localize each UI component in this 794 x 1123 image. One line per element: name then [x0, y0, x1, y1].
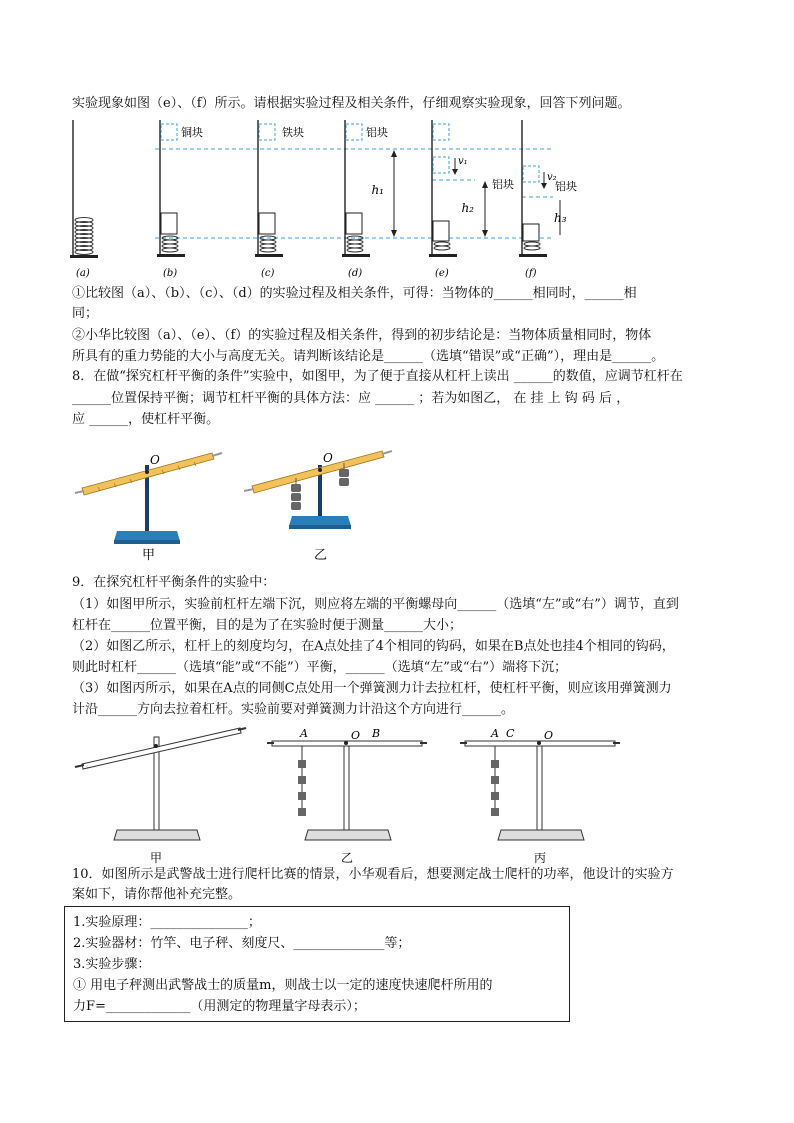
- panel-c: [255, 120, 283, 257]
- q9-bing-C: C: [506, 727, 515, 740]
- q9-caption-jia: 甲: [150, 851, 163, 865]
- q9-s2-line2: 则此时杠杆______（选填“能”或“不能”）平衡，______（选填“左”或“右”）端将下沉；: [72, 660, 568, 675]
- spring-experiment-figure: [60, 114, 577, 280]
- q10-box-step1-line2: 力F=_____________（用测定的物理量字母表示）；: [73, 999, 366, 1014]
- label-aluminum-d: 铝块: [366, 126, 388, 139]
- q9-yi-O: O: [351, 729, 361, 742]
- panel-d: [342, 120, 397, 257]
- q9-title: 9．在探究杠杆平衡条件的实验中：: [72, 575, 276, 590]
- caption-a: (a): [76, 268, 90, 279]
- label-copper: 铜块: [181, 126, 203, 139]
- lever-jia-O: O: [150, 453, 160, 467]
- q8-lever-figure: [72, 438, 402, 563]
- label-aluminum-f: 铝块: [555, 180, 577, 193]
- q10-line1: 10．如图所示是武警战士进行爬杆比赛的情景，小华观看后，想要测定战士爬杆的功率，他设计的实验方: [72, 867, 674, 882]
- q8-line2: ______位置保持平衡；调节杠杆平衡的具体方法：应 ______ ；若为如图乙， 在 挂 上 钩 码 后 ，: [72, 391, 630, 406]
- q8-line1: 8．在做“探究杠杆平衡的条件”实验中，如图甲，为了便于直接从杠杆上读出 ______的数值，应调节杠杆在: [72, 369, 683, 384]
- q9-lever-yi: [267, 727, 427, 865]
- q9-caption-bing: 丙: [534, 851, 547, 865]
- q10-box-principle: 1.实验原理：_______________；: [73, 915, 261, 930]
- label-v1: v₁: [458, 156, 468, 167]
- lever-yi-O: O: [323, 451, 333, 465]
- q8-line3: 应 ______，使杠杆平衡。: [72, 412, 220, 427]
- panel-e: [429, 120, 488, 257]
- q9-lever-figure: [72, 722, 632, 867]
- caption-f: (f): [525, 268, 537, 279]
- q7-part2-line2: 所具有的重力势能的大小与高度无关。请判断该结论是______（选填“错误”或“正确”），理由是______。: [72, 349, 665, 364]
- lever-yi: [244, 451, 392, 529]
- panel-a: [70, 120, 98, 258]
- label-aluminum-e: 铝块: [492, 178, 514, 191]
- q9-bing-O: O: [544, 729, 554, 742]
- q9-bing-A: A: [491, 727, 499, 740]
- q9-s1-line2: 杠杆在______位置平衡，目的是为了在实验时便于测量______大小；: [72, 618, 463, 633]
- q10-box-equipment: 2.实验器材：竹竿、电子秤、刻度尺、______________等；: [73, 936, 411, 951]
- caption-c: (c): [261, 268, 275, 279]
- q8-caption-jia: 甲: [142, 548, 156, 563]
- q9-caption-yi: 乙: [341, 851, 354, 865]
- q8-caption-yi: 乙: [314, 548, 328, 563]
- label-h1: h₁: [371, 183, 384, 197]
- intro-text: 实验现象如图（e）、（f）所示。请根据实验过程及相关条件，仔细观察实验现象，回答下列问题。: [72, 96, 631, 111]
- q10-line2: 案如下，请你帮他补充完整。: [72, 887, 242, 902]
- label-h2: h₂: [461, 201, 474, 215]
- q9-s1-line1: （1）如图甲所示，实验前杠杆左端下沉，则应将左端的平衡螺母向______（选填“左”或“右”）调节，直到: [72, 597, 679, 612]
- q10-answer-box: [64, 906, 570, 1022]
- caption-b: (b): [163, 268, 178, 279]
- panel-f: [519, 120, 560, 257]
- q10-box-steps: 3.实验步骤：: [73, 957, 151, 972]
- q7-part1-line2: 同；: [72, 306, 99, 321]
- q9-lever-jia: [75, 728, 246, 865]
- q9-yi-B: B: [372, 727, 381, 740]
- q9-s2-line1: （2）如图乙所示，杠杆上的刻度均匀，在A点处挂了4个相同的钩码，如果在B点处也挂4个相同的钩码，: [72, 639, 675, 654]
- q9-s3-line1: （3）如图丙所示，如果在A点的同侧C点处用一个弹簧测力计去拉杠杆，使杠杆平衡，则应该用弹簧测力: [72, 681, 672, 696]
- q7-part1-line1: ①比较图（a）、（b）、（c）、（d）的实验过程及相关条件，可得：当物体的______相同时，______相: [72, 286, 637, 301]
- q9-yi-A: A: [300, 727, 308, 740]
- q10-box-step1-line1: ① 用电子秤测出武警战士的质量m，则战士以一定的速度快速爬杆所用的: [73, 978, 493, 993]
- caption-d: (d): [348, 268, 363, 279]
- lever-jia: [75, 453, 222, 544]
- caption-e: (e): [435, 268, 449, 279]
- q9-s3-line2: 计沿______方向去拉着杠杆。实验前要对弹簧测力计沿这个方向进行______。: [72, 702, 515, 717]
- panel-b: [157, 120, 185, 257]
- label-h3: h₃: [554, 211, 567, 225]
- q9-lever-bing: [460, 727, 620, 865]
- q7-part2-line1: ②小华比较图（a）、（e）、（f）的实验过程及相关条件，得到的初步结论是：当物体质量相同时，物体: [72, 328, 652, 343]
- label-v2: v₂: [547, 172, 557, 183]
- label-iron: 铁块: [282, 126, 304, 139]
